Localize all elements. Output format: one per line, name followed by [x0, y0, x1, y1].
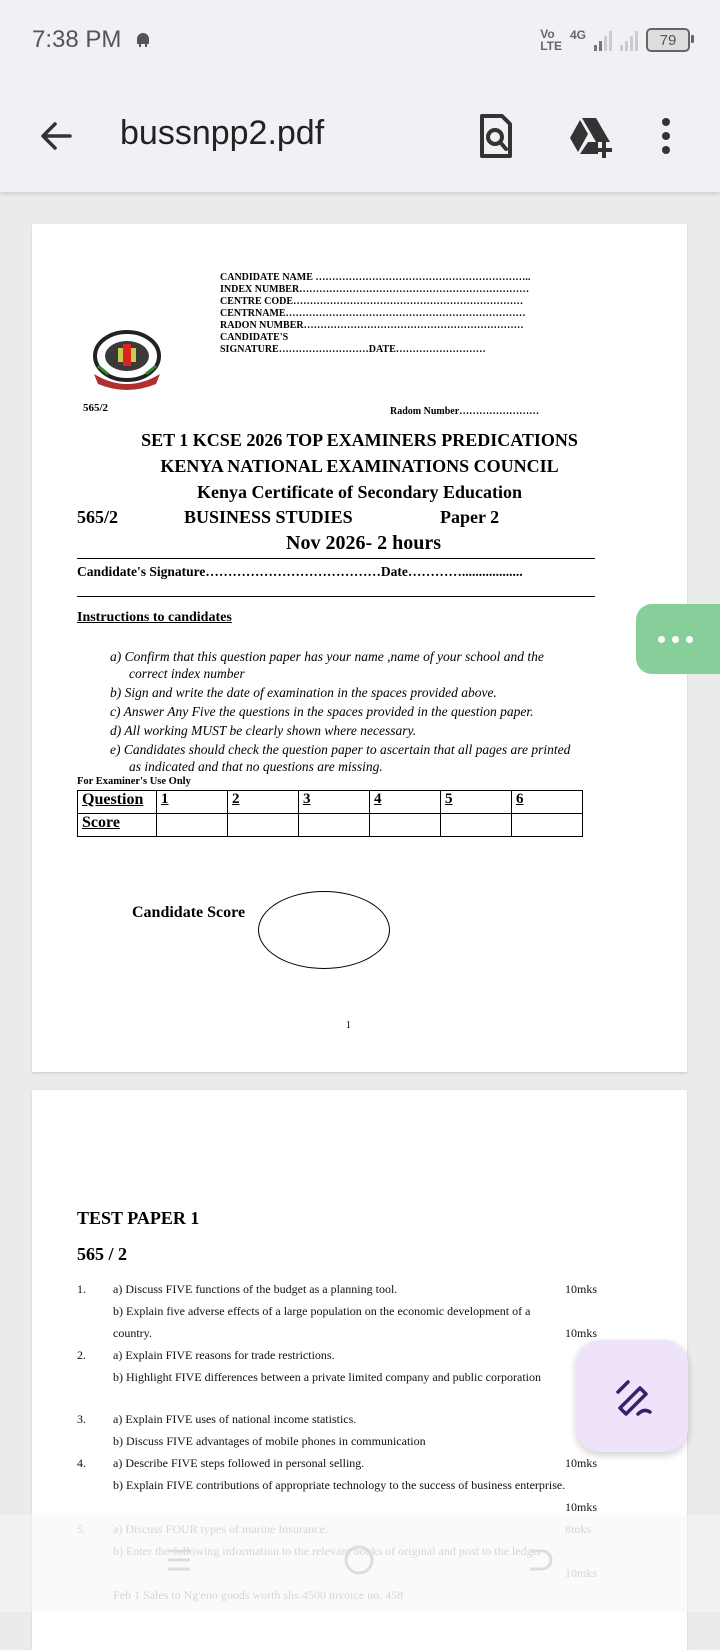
table-row: Question 1 2 3 4 5 6 [78, 791, 583, 814]
signal-icon [594, 29, 612, 51]
chat-bubble-button[interactable] [636, 604, 720, 674]
volte-indicator: Vo LTE [540, 27, 562, 53]
status-bar [0, 0, 720, 80]
signature-line: Candidate's Signature…………………………………Date………….................. [77, 564, 523, 579]
radom-number: Radom Number…………………… [390, 406, 540, 417]
home-icon[interactable] [342, 1543, 376, 1577]
pen-scribble-icon [610, 1374, 654, 1418]
instruction-a: a) Confirm that this question paper has your name ,name of your school and the [110, 649, 544, 664]
heading-certificate: Kenya Certificate of Secondary Education [197, 482, 522, 502]
knec-logo-icon [90, 330, 164, 390]
instructions-title: Instructions to candidates [77, 610, 232, 625]
subject-code: 565/2 [77, 507, 119, 527]
test-paper-title: TEST PAPER 1 [77, 1208, 200, 1228]
more-vert-icon[interactable] [654, 112, 678, 160]
pdf-page-1 [32, 224, 687, 1072]
instruction-b: b) Sign and write the date of examination in the spaces provided above. [110, 685, 497, 700]
heading-council: KENYA NATIONAL EXAMINATIONS COUNCIL [160, 456, 559, 476]
document-title: bussnpp2.pdf [120, 114, 325, 152]
instruction-c: c) Answer Any Five the questions in the spaces provided in the question paper. [110, 704, 534, 719]
score-oval [258, 891, 390, 969]
status-time: 7:38 PM [32, 26, 122, 53]
drive-add-icon[interactable] [566, 112, 614, 160]
page-number: 1 [346, 1020, 351, 1031]
recents-icon[interactable] [164, 1545, 194, 1575]
instruction-d: d) All working MUST be clearly shown where necessary. [110, 723, 417, 738]
signal-2-icon [620, 29, 638, 51]
system-nav-bar [0, 1515, 720, 1612]
edit-fab-button[interactable] [576, 1340, 688, 1452]
heading-set: SET 1 KCSE 2026 TOP EXAMINERS PREDICATIONS [141, 430, 578, 450]
paper-number: Paper 2 [440, 507, 500, 527]
back-nav-icon[interactable] [524, 1545, 554, 1575]
table-row: Score [78, 814, 583, 837]
app-toolbar [0, 80, 720, 192]
battery-level: 79 [659, 31, 677, 49]
candidate-fields: CANDIDATE NAME ……………………………………………………….. INDEX NUMBER…………………………………………………………… CENTRE CODE…………………………………………………………… CENTRNAME……………………………………………………………… RADON NUMBER………………………………………………………… CANDIDATE'S SIGNATURE………………………DATE……………………… [220, 272, 531, 355]
divider-bottom [77, 596, 595, 597]
network-type: 4G [569, 28, 586, 42]
pdf-page-2: TEST PAPER 1 565 / 2 1. a) Discuss FIVE functions of the budget as a planning tool. 10mks b) Explain five adverse effects of a large population on the economic development of a country. 10mks 2. a) Explain FIVE reasons for trade restrictions. b) Highlight FIVE differences between a private limited company and public corporation 3. a) Explain FIVE uses of national income statistics. b) Discuss FIVE advantages of mobile phones in communication 4. a) Describe FIVE steps followed in personal selling. 10mks b) Explain FIVE contributions of appropriate technology to the success of business enterprise. 10mks [32, 1090, 687, 1650]
examiner-label: For Examiner's Use Only [77, 776, 191, 787]
exam-date: Nov 2026- 2 hours [286, 532, 442, 554]
instruction-e: e) Candidates should check the question paper to ascertain that all pages are printed [110, 742, 571, 757]
subject-name: BUSINESS STUDIES [184, 507, 353, 527]
status-icons [540, 28, 690, 52]
instructions-list: a) Confirm that this question paper has your name ,name of your school and the correct index number b) Sign and write the date of examination in the spaces provided above. c) Answer Any Five the questions in the spaces provided in the question paper. d) All working MUST be clearly shown where necessary. e) Candidates should check the question paper to ascertain that all pages are printed as indicated and that no questions are missing. [110, 648, 630, 775]
divider-top [77, 558, 595, 559]
paper-code: 565/2 [83, 402, 109, 414]
score-table [77, 790, 583, 837]
back-arrow-icon[interactable] [36, 116, 76, 156]
test-paper-code: 565 / 2 [77, 1244, 128, 1264]
candidate-score-label: Candidate Score [132, 904, 246, 921]
search-document-icon[interactable] [472, 112, 520, 160]
android-notification-icon [134, 30, 152, 48]
battery-icon [646, 28, 690, 52]
